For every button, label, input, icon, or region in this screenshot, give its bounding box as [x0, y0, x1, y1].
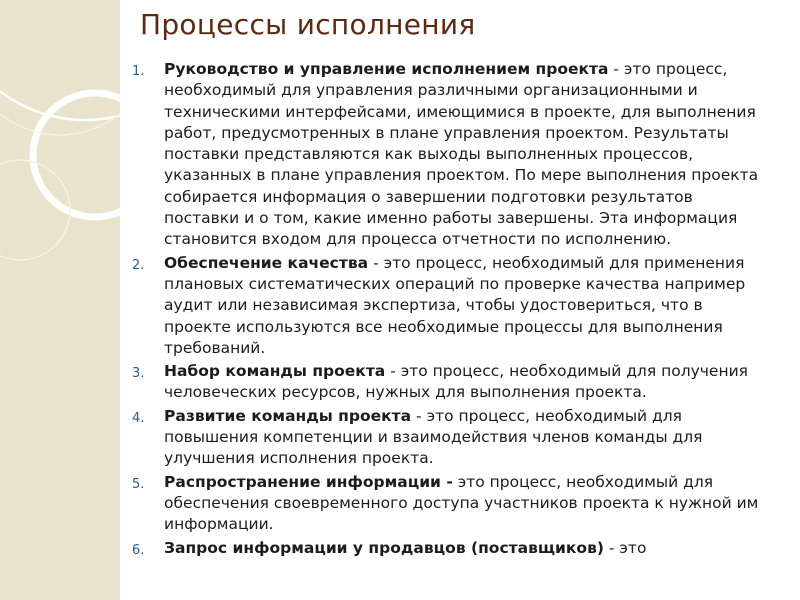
item-separator: - — [368, 253, 384, 272]
item-description: это — [619, 538, 647, 557]
item-description: это процесс, необходимый для управления различными организационными и техническими интерфейсами, имеющимися в проекте, для выполнения работ, предусмотренных в плане управления проектом. Результаты поставки представляются как выходы выполненных процессов, указанных в плане управления проектом. По мере выполнения проекта собирается информация о завершении подготовки результатов поставки и о том, какие именно работы завершены. Эта информация становится входом для процесса отчетности по исполнению. — [164, 60, 759, 249]
list-item — [132, 253, 772, 359]
item-term: Запрос информации у продавцов (поставщиков) — [164, 538, 604, 557]
item-description: это процесс, необходимый для обеспечения своевременного доступа участников проекта к нужной им информации. — [164, 472, 759, 534]
list-item — [132, 472, 772, 536]
item-term: Набор команды проекта — [164, 362, 386, 381]
item-separator: - — [411, 406, 427, 425]
item-number: 6. — [132, 542, 145, 558]
item-text — [164, 253, 772, 359]
item-description: это процесс, необходимый для повышения компетенции и взаимодействия членов команды для улучшения исполнения проекта. — [164, 406, 703, 468]
item-term: Распространение информации - — [164, 472, 453, 491]
item-text — [164, 472, 772, 536]
process-list — [132, 59, 772, 563]
item-text — [164, 406, 772, 470]
item-description: это процесс, необходимый для применения плановых систематических операций по проверке качества например аудит или независимая экспертиза, чтобы удостовериться, что в проекте используются все необходимые процессы для выполнения требований. — [164, 253, 746, 357]
item-term: Развитие команды проекта — [164, 406, 412, 425]
item-term: Руководство и управление исполнением проекта — [164, 60, 609, 78]
ring-decoration-icon — [0, 0, 120, 600]
item-number: 1. — [132, 64, 145, 79]
item-number: 4. — [132, 410, 145, 426]
list-item — [132, 538, 772, 561]
item-description: это процесс, необходимый для получения человеческих ресурсов, нужных для выполнения проекта. — [164, 362, 748, 402]
item-separator: - — [603, 538, 620, 557]
item-text — [164, 361, 772, 404]
item-text — [164, 59, 772, 251]
item-separator: - — [385, 362, 401, 381]
item-separator: - — [608, 60, 624, 78]
list-item — [132, 406, 772, 470]
list-item — [132, 361, 772, 404]
item-term: Обеспечение качества — [164, 253, 369, 272]
item-number: 5. — [132, 476, 145, 492]
decorative-sidebar — [0, 0, 120, 600]
list-item — [132, 59, 772, 251]
item-number: 2. — [132, 257, 145, 273]
item-text — [164, 538, 772, 559]
item-number: 3. — [132, 366, 145, 382]
slide-title: Процессы исполнения — [140, 8, 476, 41]
